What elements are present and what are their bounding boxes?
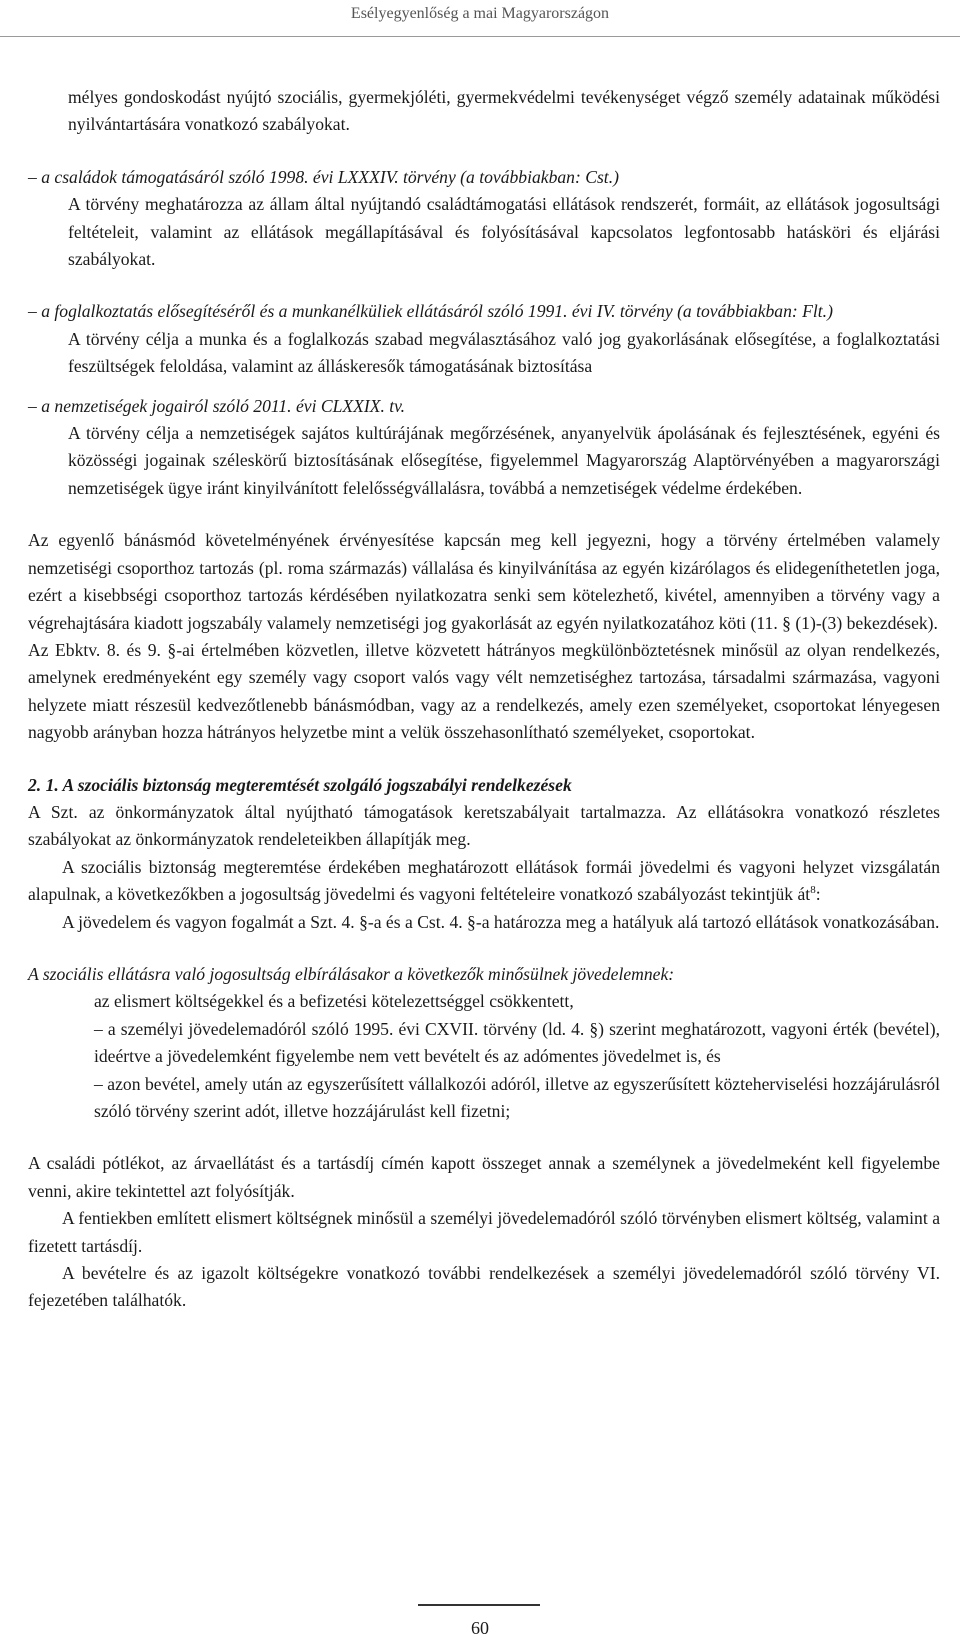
law-title-nemzetisegek: – a nemzetiségek jogairól szóló 2011. évi CLXXIX. tv.: [28, 395, 406, 416]
paragraph-equal-treatment: Az egyenlő bánásmód követelményének érvényesítése kapcsán meg kell jegyezni, hogy a törvény értelmében valamely nemzetiségi csoporthoz tartozás (pl. roma származás) vállalása és kinyilvánítása az egyén kizárólagos és elidegeníthetetlen joga, ezért a kisebbségi csoporthoz tartozás kérdésében nyilatkozatra senki sem kötelezhető, kivétel, amennyiben a törvény vagy a végrehajtására kiadott jogszabály valamely nemzetiségi jog gyakorlását az egyén nyilatkozatához köti (11. § (1)-(3) bekezdések).: [28, 530, 940, 633]
page-number: 60: [471, 1618, 489, 1638]
paragraph-recognized-cost: A fentiekben említett elismert költségnek minősül a személyi jövedelemadóról szóló törvényben elismert költség, valamint a fizetett tartásdíj.: [28, 1208, 940, 1256]
law-description-flt: A törvény célja a munka és a foglalkozás szabad megválasztásához való jog gyakorlásának elősegítése, a foglalkoztatási feszültségek feloldása, valamint az álláskeresők támogatásának biztosítása: [68, 328, 940, 377]
running-header: Esélyegyenlőség a mai Magyarországon: [0, 0, 960, 37]
income-intro: A szociális ellátásra való jogosultság elbírálásakor a következők minősülnek jövedelemnek:: [28, 963, 675, 984]
law-title-flt: – a foglalkoztatás elősegítéséről és a munkanélküliek ellátásáról szóló 1991. évi IV. törvény (a továbbiakban: Flt.): [28, 301, 833, 322]
paragraph-family-allowance: A családi pótlékot, az árvaellátást és a tartásdíj címén kapott összeget annak a személynek a jövedelmeként kell figyelembe venni, akire tekintettel azt folyósítják.: [28, 1153, 940, 1201]
paragraph-social-security-end: :: [815, 884, 821, 905]
paragraph-income-definition: A jövedelem és vagyon fogalmát a Szt. 4. §-a és a Cst. 4. §-a határozza meg a hatályuk alá tartozó ellátások vonatkozásában.: [62, 911, 940, 932]
footer-rule: [418, 1604, 540, 1606]
law-title-cst: – a családok támogatásáról szóló 1998. évi LXXXIV. törvény (a továbbiakban: Cst.): [28, 166, 619, 187]
page-body: [28, 84, 940, 1315]
law-description-cst: A törvény meghatározza az állam által nyújtandó családtámogatási ellátások rendszerét, formáit, az ellátások jogosultsági feltételeit, valamint az ellátások megállapításával és folyósításával kapcsolatos legfontosabb hatásköri és eljárási szabályokat.: [68, 194, 940, 270]
paragraph-continuation: mélyes gondoskodást nyújtó szociális, gyermekjóléti, gyermekvédelmi tevékenységet végző személy adatainak működési nyilvántartására vonatkozó szabályokat.: [68, 87, 940, 135]
income-item-1: az elismert költségekkel és a befizetési kötelezettséggel csökkentett,: [94, 991, 574, 1012]
section-heading: 2. 1. A szociális biztonság megteremtését szolgáló jogszabályi rendelkezések: [28, 774, 572, 795]
paragraph-further-rules: A bevételre és az igazolt költségekre vonatkozó további rendelkezések a személyi jövedelemadóról szóló törvény VI. fejezetében találhatók.: [28, 1263, 940, 1311]
paragraph-social-security-text: A szociális biztonság megteremtése érdekében meghatározott ellátások formái jövedelmi és vagyoni helyzet vizsgálatán alapulnak, a következőkben a jogosultság jövedelmi és vagyoni feltételeire vonatkozó szabályozást tekintjük át: [28, 856, 940, 905]
paragraph-social-security: [28, 854, 940, 909]
income-item-2: – a személyi jövedelemadóról szóló 1995. évi CXVII. törvény (ld. 4. §) szerint meghatározott, vagyoni érték (bevétel), ideértve a jövedelemként figyelembe nem vett bevételt és az adómentes jövedelmet is, és: [94, 1018, 940, 1067]
income-item-3: – azon bevétel, amely után az egyszerűsített vállalkozói adóról, illetve az egyszerűsített közteherviselési hozzájárulásról szóló törvény szerint adót, illetve hozzájárulást kell fizetni;: [94, 1073, 940, 1121]
paragraph-ebktv: Az Ebktv. 8. és 9. §-ai értelmében közvetlen, illetve közvetett hátrányos megkülönböztetésnek minősül az olyan rendelkezés, amelynek eredményeként egy személy vagy csoport valós vagy vélt nemzetiséghez tartozása, társadalmi származása, vagyoni helyzete miatt részesül kedvezőtlenebb bánásmódban, vagy az a rendelkezés, amely ezen személyeket, csoportokat lényegesen nagyobb arányban hozza hátrányos helyzetbe mint a velük összehasonlítható személyeket, csoportokat.: [28, 639, 940, 743]
paragraph-szt: A Szt. az önkormányzatok által nyújtható támogatások keretszabályait tartalmazza. Az ellátásokra vonatkozó részletes szabályokat az önkormányzatok rendeleteikben állapítják meg.: [28, 801, 940, 850]
footnote-ref: 8: [810, 884, 816, 897]
law-description-nemzetisegek: A törvény célja a nemzetiségek sajátos kultúrájának megőrzésének, anyanyelvük ápolásának és fejlesztésének, egyéni és közösségi jogainak széleskörű biztosításának elősegítése, figyelemmel Magyarország Alaptörvényében a magyarországi nemzetiségek ügye iránt kinyilvánított felelősségvállalásra, továbbá a nemzetiségek védelme érdekében.: [68, 423, 940, 498]
